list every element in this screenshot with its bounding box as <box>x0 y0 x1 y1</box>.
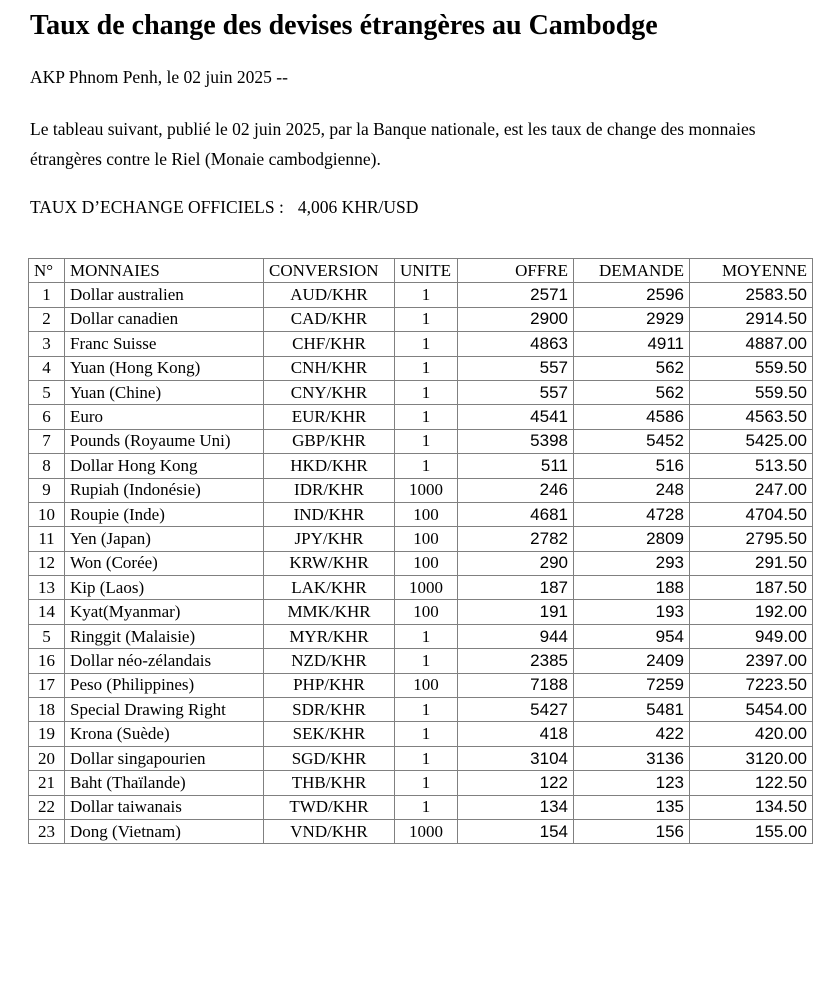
column-header-average: MOYENNE <box>690 259 813 283</box>
page-title: Taux de change des devises étrangères au Cambodge <box>30 10 658 41</box>
row-number: 5 <box>29 380 65 404</box>
unit-value: 1 <box>395 795 458 819</box>
currency-name: Euro <box>65 405 264 429</box>
unit-value: 1 <box>395 722 458 746</box>
unit-value: 100 <box>395 673 458 697</box>
demand-value: 156 <box>574 819 690 843</box>
conversion-pair: HKD/KHR <box>264 454 395 478</box>
demand-value: 2596 <box>574 283 690 307</box>
conversion-pair: THB/KHR <box>264 771 395 795</box>
conversion-pair: CAD/KHR <box>264 307 395 331</box>
demand-value: 954 <box>574 624 690 648</box>
demand-value: 516 <box>574 454 690 478</box>
average-value: 4563.50 <box>690 405 813 429</box>
table-row <box>29 405 813 429</box>
unit-value: 1 <box>395 380 458 404</box>
row-number: 1 <box>29 283 65 307</box>
demand-value: 2809 <box>574 527 690 551</box>
unit-value: 1 <box>395 356 458 380</box>
demand-value: 2929 <box>574 307 690 331</box>
offer-value: 557 <box>458 356 574 380</box>
conversion-pair: GBP/KHR <box>264 429 395 453</box>
currency-name: Krona (Suède) <box>65 722 264 746</box>
conversion-pair: IDR/KHR <box>264 478 395 502</box>
table-row <box>29 356 813 380</box>
currency-name: Yuan (Chine) <box>65 380 264 404</box>
average-value: 122.50 <box>690 771 813 795</box>
average-value: 134.50 <box>690 795 813 819</box>
table-row <box>29 576 813 600</box>
table-row <box>29 771 813 795</box>
average-value: 247.00 <box>690 478 813 502</box>
offer-value: 418 <box>458 722 574 746</box>
currency-name: Dollar néo-zélandais <box>65 649 264 673</box>
unit-value: 1 <box>395 624 458 648</box>
offer-value: 2782 <box>458 527 574 551</box>
unit-value: 1 <box>395 283 458 307</box>
currency-name: Baht (Thaïlande) <box>65 771 264 795</box>
conversion-pair: MYR/KHR <box>264 624 395 648</box>
row-number: 13 <box>29 576 65 600</box>
currency-name: Dollar singapourien <box>65 746 264 770</box>
offer-value: 511 <box>458 454 574 478</box>
offer-value: 246 <box>458 478 574 502</box>
row-number: 12 <box>29 551 65 575</box>
row-number: 10 <box>29 502 65 526</box>
currency-name: Pounds (Royaume Uni) <box>65 429 264 453</box>
offer-value: 5427 <box>458 698 574 722</box>
conversion-pair: JPY/KHR <box>264 527 395 551</box>
conversion-pair: CNH/KHR <box>264 356 395 380</box>
table-row <box>29 746 813 770</box>
conversion-pair: SDR/KHR <box>264 698 395 722</box>
exchange-rates-table <box>28 258 813 844</box>
currency-name: Special Drawing Right <box>65 698 264 722</box>
row-number: 8 <box>29 454 65 478</box>
offer-value: 557 <box>458 380 574 404</box>
table-row <box>29 429 813 453</box>
average-value: 513.50 <box>690 454 813 478</box>
offer-value: 2900 <box>458 307 574 331</box>
demand-value: 4911 <box>574 332 690 356</box>
row-number: 9 <box>29 478 65 502</box>
column-header-unit: UNITE <box>395 259 458 283</box>
table-row <box>29 624 813 648</box>
row-number: 21 <box>29 771 65 795</box>
average-value: 5425.00 <box>690 429 813 453</box>
unit-value: 1 <box>395 429 458 453</box>
average-value: 291.50 <box>690 551 813 575</box>
row-number: 23 <box>29 819 65 843</box>
conversion-pair: AUD/KHR <box>264 283 395 307</box>
average-value: 4704.50 <box>690 502 813 526</box>
unit-value: 1 <box>395 771 458 795</box>
demand-value: 562 <box>574 356 690 380</box>
row-number: 7 <box>29 429 65 453</box>
table-row <box>29 283 813 307</box>
demand-value: 4728 <box>574 502 690 526</box>
average-value: 3120.00 <box>690 746 813 770</box>
table-header-row <box>29 259 813 283</box>
table-row <box>29 819 813 843</box>
conversion-pair: CHF/KHR <box>264 332 395 356</box>
rates-table-body <box>29 283 813 844</box>
table-row <box>29 795 813 819</box>
currency-name: Roupie (Inde) <box>65 502 264 526</box>
currency-name: Rupiah (Indonésie) <box>65 478 264 502</box>
average-value: 559.50 <box>690 356 813 380</box>
row-number: 5 <box>29 624 65 648</box>
currency-name: Peso (Philippines) <box>65 673 264 697</box>
column-header-conversion: CONVERSION <box>264 259 395 283</box>
row-number: 4 <box>29 356 65 380</box>
table-row <box>29 673 813 697</box>
conversion-pair: VND/KHR <box>264 819 395 843</box>
average-value: 4887.00 <box>690 332 813 356</box>
table-row <box>29 527 813 551</box>
table-row <box>29 380 813 404</box>
average-value: 2583.50 <box>690 283 813 307</box>
demand-value: 5452 <box>574 429 690 453</box>
offer-value: 2385 <box>458 649 574 673</box>
conversion-pair: EUR/KHR <box>264 405 395 429</box>
column-header-demand: DEMANDE <box>574 259 690 283</box>
intro-paragraph: Le tableau suivant, publié le 02 juin 2025, par la Banque nationale, est les taux de change des monnaies étrangères contre le Riel (Monaie cambodgienne). <box>30 119 756 169</box>
conversion-pair: NZD/KHR <box>264 649 395 673</box>
conversion-pair: LAK/KHR <box>264 576 395 600</box>
conversion-pair: PHP/KHR <box>264 673 395 697</box>
row-number: 22 <box>29 795 65 819</box>
unit-value: 100 <box>395 502 458 526</box>
currency-name: Dollar taiwanais <box>65 795 264 819</box>
currency-name: Dollar canadien <box>65 307 264 331</box>
row-number: 6 <box>29 405 65 429</box>
column-header-number: N° <box>29 259 65 283</box>
row-number: 19 <box>29 722 65 746</box>
offer-value: 3104 <box>458 746 574 770</box>
conversion-pair: TWD/KHR <box>264 795 395 819</box>
average-value: 2795.50 <box>690 527 813 551</box>
official-rate-value: 4,006 KHR/USD <box>297 197 419 217</box>
row-number: 17 <box>29 673 65 697</box>
offer-value: 4863 <box>458 332 574 356</box>
unit-value: 1 <box>395 649 458 673</box>
unit-value: 1000 <box>395 478 458 502</box>
unit-value: 1 <box>395 307 458 331</box>
table-row <box>29 307 813 331</box>
demand-value: 422 <box>574 722 690 746</box>
currency-name: Franc Suisse <box>65 332 264 356</box>
row-number: 20 <box>29 746 65 770</box>
row-number: 2 <box>29 307 65 331</box>
offer-value: 944 <box>458 624 574 648</box>
offer-value: 4541 <box>458 405 574 429</box>
demand-value: 3136 <box>574 746 690 770</box>
table-row <box>29 600 813 624</box>
demand-value: 135 <box>574 795 690 819</box>
demand-value: 123 <box>574 771 690 795</box>
unit-value: 1 <box>395 698 458 722</box>
dateline: AKP Phnom Penh, le 02 juin 2025 -- <box>30 67 288 87</box>
table-row <box>29 502 813 526</box>
currency-name: Ringgit (Malaisie) <box>65 624 264 648</box>
average-value: 420.00 <box>690 722 813 746</box>
offer-value: 2571 <box>458 283 574 307</box>
unit-value: 1 <box>395 454 458 478</box>
average-value: 192.00 <box>690 600 813 624</box>
table-row <box>29 478 813 502</box>
offer-value: 122 <box>458 771 574 795</box>
unit-value: 1000 <box>395 819 458 843</box>
demand-value: 188 <box>574 576 690 600</box>
demand-value: 5481 <box>574 698 690 722</box>
unit-value: 100 <box>395 551 458 575</box>
unit-value: 1 <box>395 332 458 356</box>
average-value: 7223.50 <box>690 673 813 697</box>
row-number: 16 <box>29 649 65 673</box>
currency-name: Yen (Japan) <box>65 527 264 551</box>
offer-value: 191 <box>458 600 574 624</box>
demand-value: 7259 <box>574 673 690 697</box>
conversion-pair: KRW/KHR <box>264 551 395 575</box>
demand-value: 562 <box>574 380 690 404</box>
row-number: 14 <box>29 600 65 624</box>
unit-value: 100 <box>395 600 458 624</box>
currency-name: Dollar australien <box>65 283 264 307</box>
official-rate-line <box>30 194 813 220</box>
offer-value: 5398 <box>458 429 574 453</box>
currency-name: Kip (Laos) <box>65 576 264 600</box>
currency-name: Won (Corée) <box>65 551 264 575</box>
table-row <box>29 698 813 722</box>
average-value: 187.50 <box>690 576 813 600</box>
currency-name: Yuan (Hong Kong) <box>65 356 264 380</box>
offer-value: 4681 <box>458 502 574 526</box>
column-header-offer: OFFRE <box>458 259 574 283</box>
row-number: 18 <box>29 698 65 722</box>
unit-value: 1000 <box>395 576 458 600</box>
currency-name: Kyat(Myanmar) <box>65 600 264 624</box>
table-row <box>29 454 813 478</box>
currency-name: Dong (Vietnam) <box>65 819 264 843</box>
offer-value: 7188 <box>458 673 574 697</box>
average-value: 5454.00 <box>690 698 813 722</box>
table-row <box>29 649 813 673</box>
unit-value: 100 <box>395 527 458 551</box>
unit-value: 1 <box>395 746 458 770</box>
average-value: 2914.50 <box>690 307 813 331</box>
currency-name: Dollar Hong Kong <box>65 454 264 478</box>
table-row <box>29 551 813 575</box>
conversion-pair: IND/KHR <box>264 502 395 526</box>
demand-value: 193 <box>574 600 690 624</box>
conversion-pair: SEK/KHR <box>264 722 395 746</box>
average-value: 155.00 <box>690 819 813 843</box>
conversion-pair: CNY/KHR <box>264 380 395 404</box>
table-row <box>29 722 813 746</box>
conversion-pair: MMK/KHR <box>264 600 395 624</box>
average-value: 949.00 <box>690 624 813 648</box>
demand-value: 4586 <box>574 405 690 429</box>
demand-value: 2409 <box>574 649 690 673</box>
row-number: 3 <box>29 332 65 356</box>
demand-value: 248 <box>574 478 690 502</box>
average-value: 559.50 <box>690 380 813 404</box>
unit-value: 1 <box>395 405 458 429</box>
column-header-currency: MONNAIES <box>65 259 264 283</box>
table-row <box>29 332 813 356</box>
demand-value: 293 <box>574 551 690 575</box>
row-number: 11 <box>29 527 65 551</box>
offer-value: 290 <box>458 551 574 575</box>
official-rate-label: TAUX D’ECHANGE OFFICIELS : <box>30 197 284 217</box>
conversion-pair: SGD/KHR <box>264 746 395 770</box>
offer-value: 154 <box>458 819 574 843</box>
average-value: 2397.00 <box>690 649 813 673</box>
offer-value: 134 <box>458 795 574 819</box>
offer-value: 187 <box>458 576 574 600</box>
